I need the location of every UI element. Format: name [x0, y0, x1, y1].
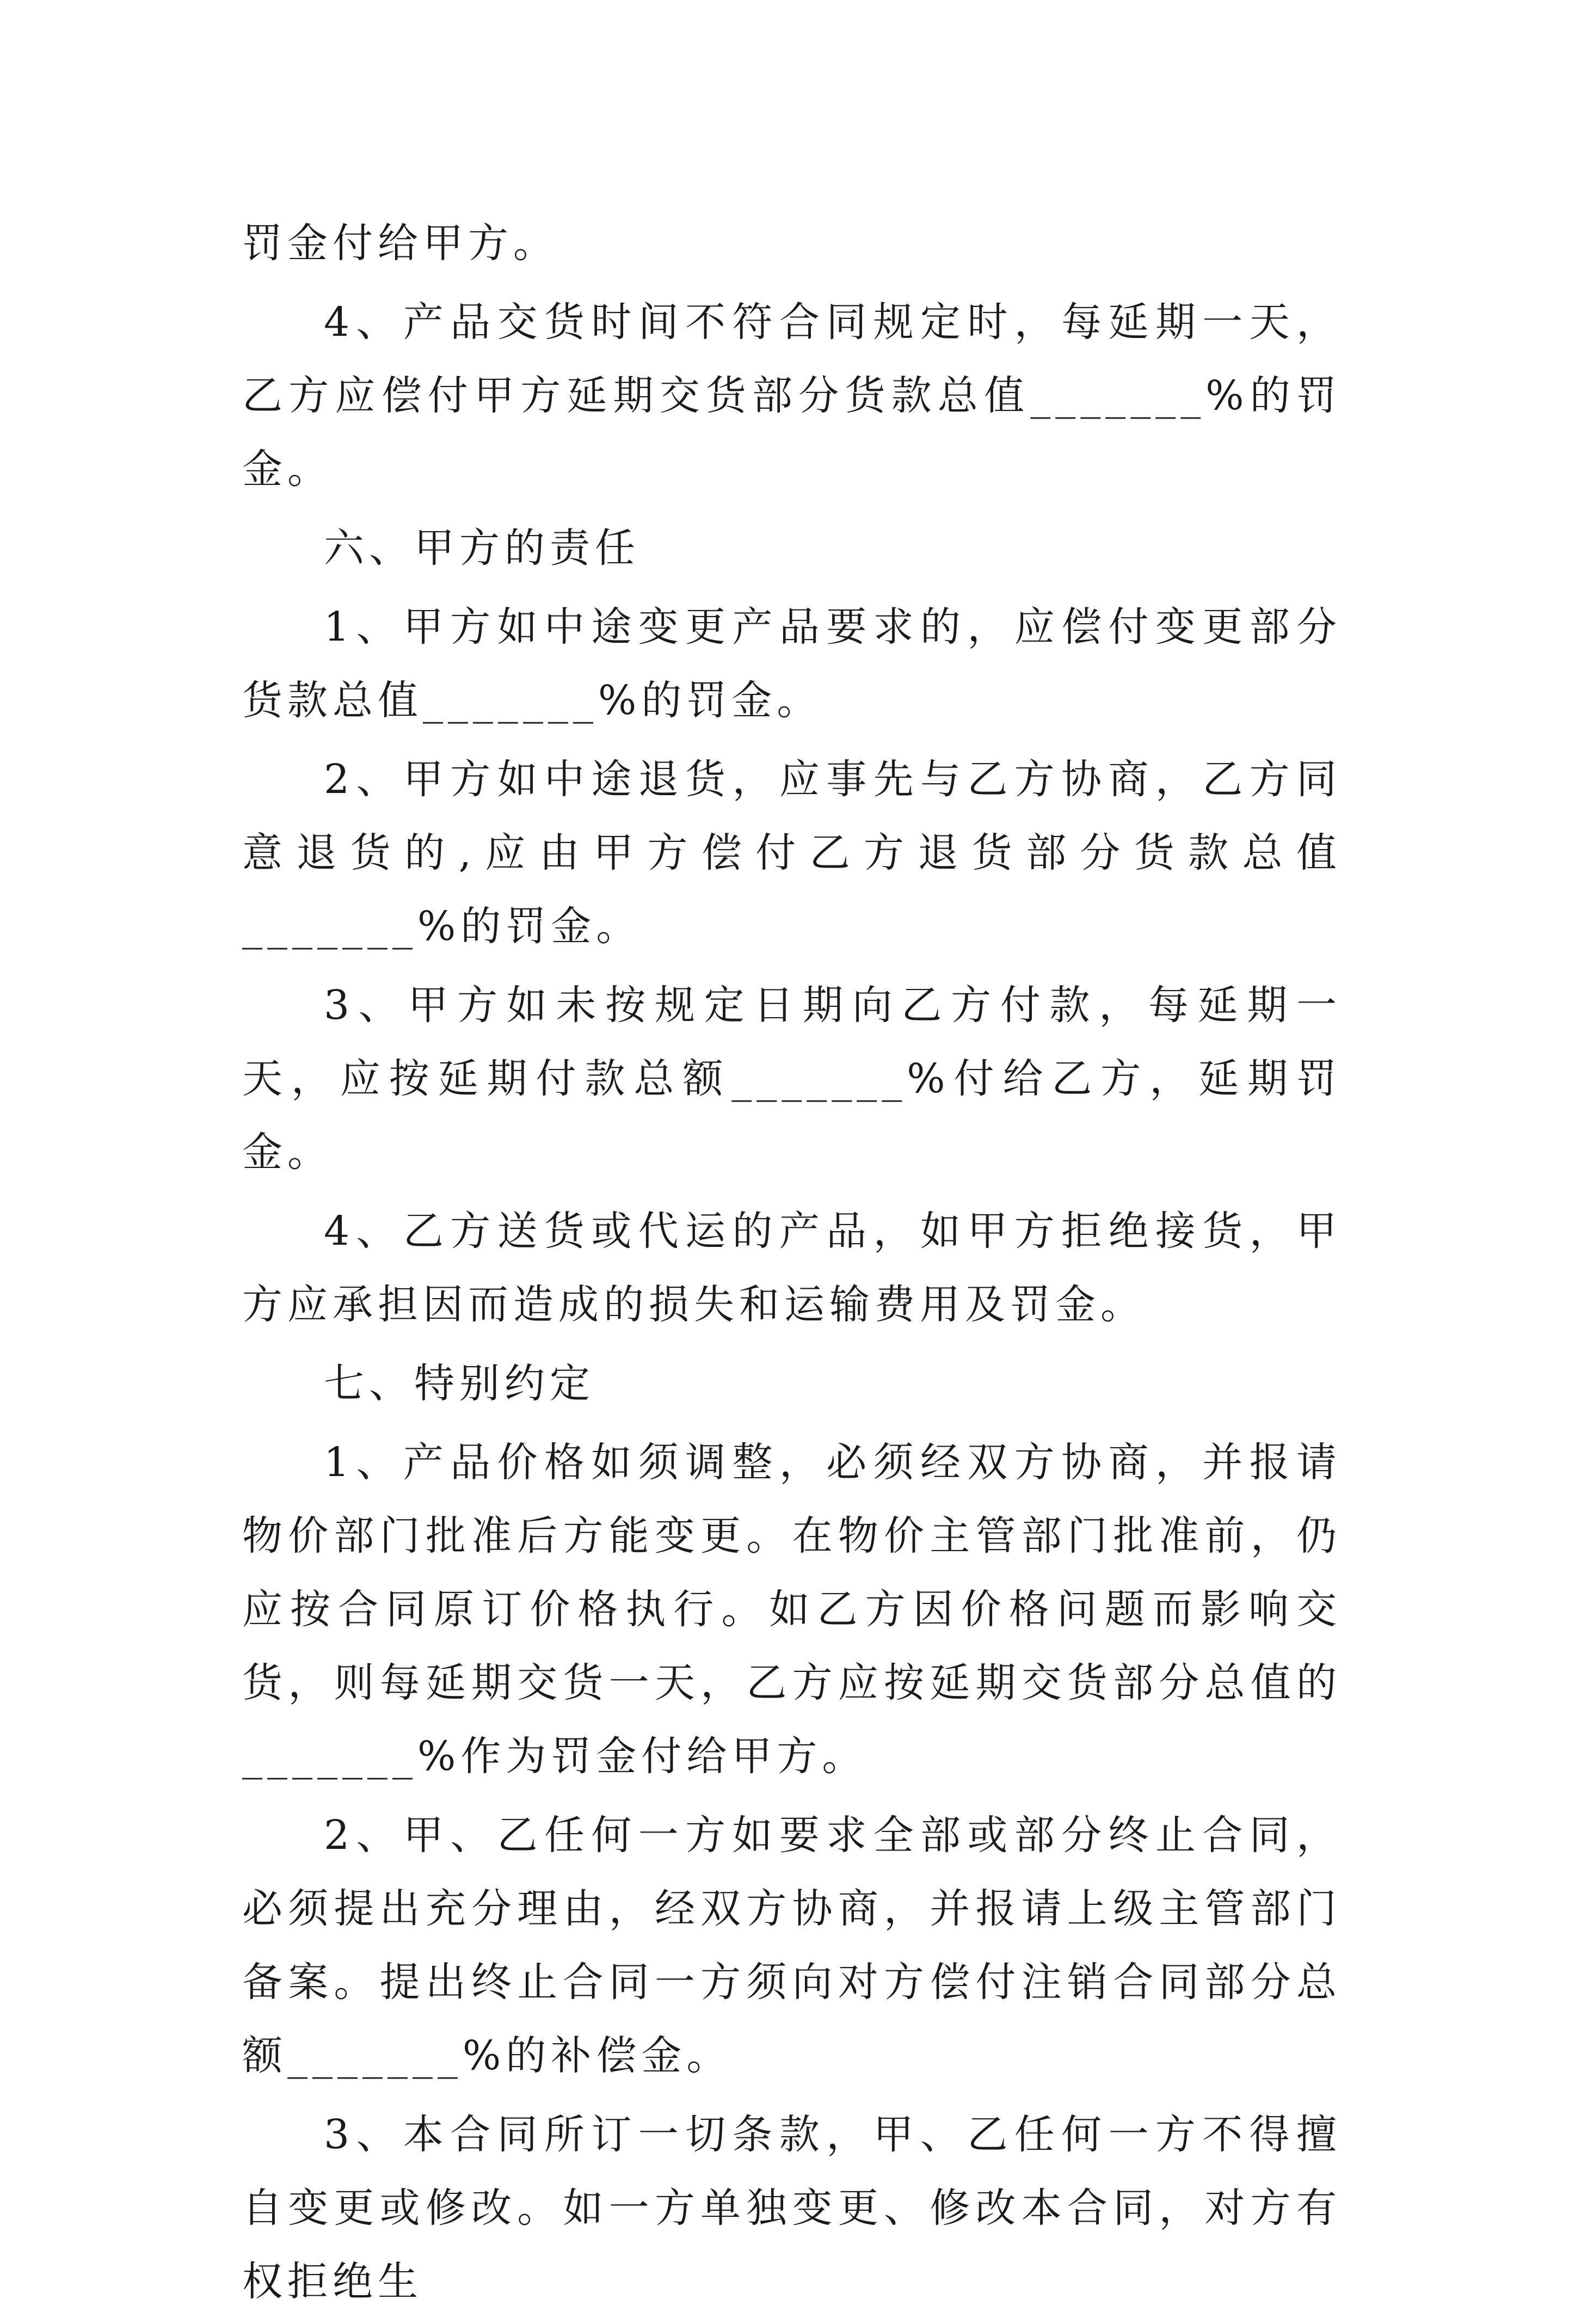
- clause-5-4-late-delivery: 4、产品交货时间不符合同规定时，每延期一天，乙方应偿付甲方延期交货部分货款总值_______%的罚金。: [242, 299, 1342, 493]
- clause-6-4-refuse-delivery: 4、乙方送货或代运的产品，如甲方拒绝接货，甲方应承担因而造成的损失和运输费用及罚金。: [242, 1208, 1342, 1328]
- contract-page: [242, 207, 1342, 2324]
- clause-7-1-price-adjustment: 1、产品价格如须调整，必须经双方协商，并报请物价部门批准后方能变更。在物价主管部门批准前，仍应按合同原订价格执行。如乙方因价格问题而影响交货，则每延期交货一天，乙方应按延期交货部分总值的_______%作为罚金付给甲方。: [242, 1439, 1342, 1780]
- clause-6-1-change-requirements: 1、甲方如中途变更产品要求的，应偿付变更部分货款总值_______%的罚金。: [242, 604, 1342, 724]
- section-6-heading: 六、甲方的责任: [324, 525, 640, 571]
- clause-6-3-late-payment: 3、甲方如未按规定日期向乙方付款，每延期一天，应按延期付款总额_______%付给乙方，延期罚金。: [242, 982, 1342, 1176]
- paragraph-penalty-continuation: 罚金付给甲方。: [242, 220, 558, 267]
- clause-6-2-return-goods: 2、甲方如中途退货，应事先与乙方协商，乙方同意退货的,应由甲方偿付乙方退货部分货款总值_______%的罚金。: [242, 756, 1342, 950]
- clause-7-2-termination: 2、甲、乙任何一方如要求全部或部分终止合同，必须提出充分理由，经双方协商，并报请上级主管部门备案。提出终止合同一方须向对方偿付注销合同部分总额_______%的补偿金。: [242, 1812, 1342, 2079]
- section-7-heading: 七、特别约定: [324, 1360, 595, 1407]
- clause-7-3-no-unilateral-change: 3、本合同所订一切条款，甲、乙任何一方不得擅自变更或修改。如一方单独变更、修改本合同，对方有权拒绝生: [242, 2111, 1342, 2305]
